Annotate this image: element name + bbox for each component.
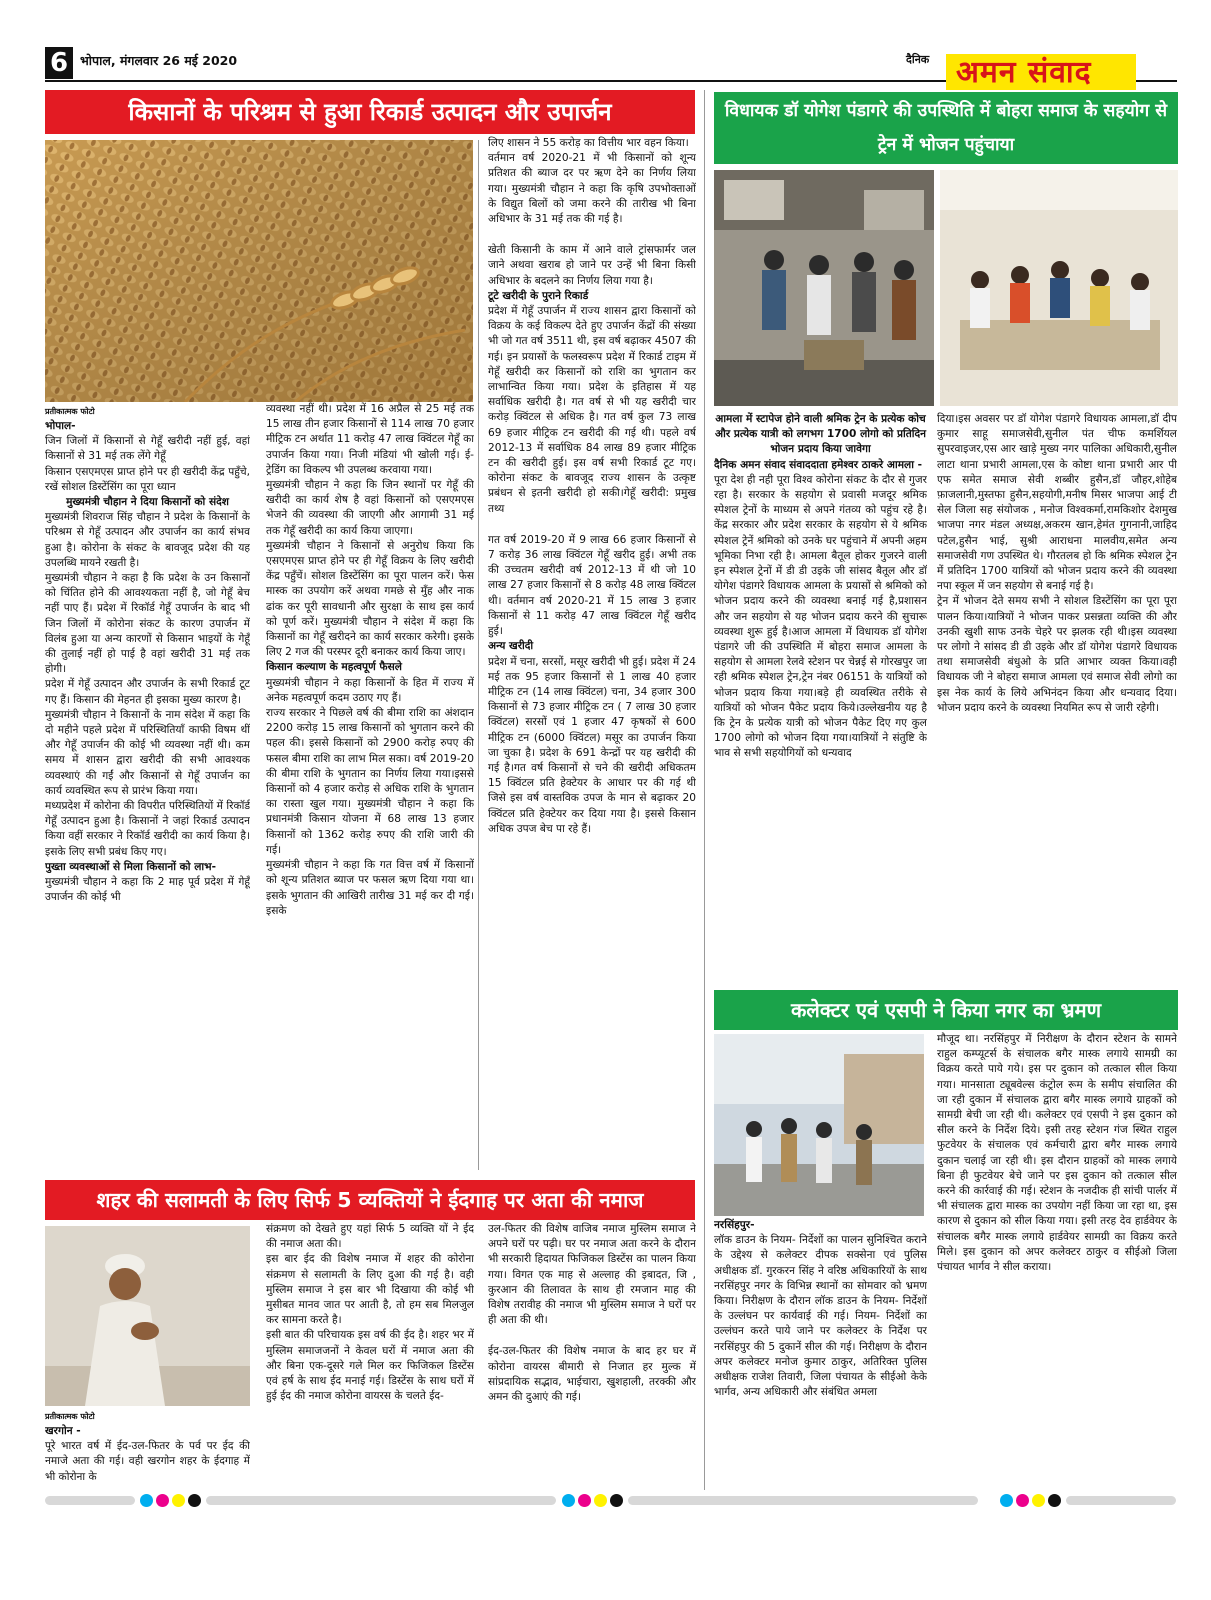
cyan-mark — [562, 1494, 575, 1507]
registration-bar-1 — [45, 1496, 135, 1505]
paragraph: प्रदेश में चना, सरसों, मसूर खरीदी भी हुई। प्रदेश में 24 मई तक 95 हजार किसानों से 1 लाख 40 हजार मीट्रिक टन (14 लाख क्विंटल) चना, 34 हजार 300 किसानों से 73 हजार मीट्रिक टन ( 7 लाख 30 हजार क्विंटल) सरसों एवं 1 हजार 47 कृषकों से 600 मीट्रिक टन (6000 क्विंटल) मसूर का उपार्जन किया जा चुका है। प्रदेश के 691 केन्द्रों पर यह खरीदी की गई है।गत वर्ष किसानों से चने की खरीदी अधिकतम 15 क्विंटल प्रति हेक्टेयर के आधार पर की गई थी जिसे इस वर्ष वास्तविक उपज के मान से बढ़ाकर 20 क्विंटल प्रति हेक्टेयर कर दिया गया है। इससे किसान अधिक उपज बेच पा रहे हैं। — [488, 655, 696, 835]
subheading: मुख्यमंत्री चौहान ने दिया किसानों को संदेश — [66, 496, 229, 509]
paragraph: मौजूद था। नरसिंहपुर में निरीक्षण के दौरान स्टेशन के सामने राहुल कम्प्यूटर्स के संचालक बगैर मास्क लगाये सामग्री का विक्रय करते पाये गये। इस पर दुकान को तत्काल सील किया गया। मानसाता ट्यूबवेल्स कंट्रोल रूम के समीप संचालित की जा रही दुकान में संचालक द्वारा बगैर मास्क लगाये ग्राहकों को सामग्री बेची जा रही थी। कलेक्टर एवं एसपी ने इस दुकान को सील करने के निर्देश दिये। इसी तरह स्टेशन गंज स्थित राहुल फुटवेयर के संचालक एवं कर्मचारी द्वारा बगैर मास्क लगाये दुकान चलाई जा रही थी। इस दौरान ग्राहकों को मास्क लगाये बिना ही फुटवेयर बेचे जाने पर इस दुकान को तत्काल सील करने की कार्रवाई की गई। स्टेशन के नजदीक ही सांची पार्लर में भी संचालक द्वारा मास्क का उपयोग नहीं किया जा रहा था, इस कारण से दुकान को सील किया गया। इसी तरह देव हार्डवेयर के संचालक बगैर मास्क लगाये हार्डवेयर सामग्री का विक्रय करते मिले। इस दुकान को अपर कलेक्टर ठाकुर व सीईओ जिला पंचायत भार्गव ने सील कराया। — [937, 1033, 1177, 1274]
page-number-box — [45, 47, 73, 79]
column-divider — [704, 90, 705, 1490]
paragraph: किसान एसएमएस प्राप्त होने पर ही खरीदी केंद्र पहुँचे, रखें सोशल डिस्टेंसिंग का पूरा ध्यान — [45, 465, 250, 493]
subheading: पुख्ता व्यवस्थाओं से मिला किसानों को लाभ- — [45, 860, 216, 873]
paragraph-gap — [488, 517, 696, 533]
paragraph: मुख्यमंत्री चौहान ने कहा किसानों के हित में राज्य में अनेक महत्वपूर्ण कदम उठाए गए हैं। — [266, 676, 474, 704]
meeting-room-illustration — [940, 170, 1178, 406]
wheat-photo — [45, 140, 473, 402]
story1-col3 — [488, 136, 696, 1172]
yellow-mark — [1032, 1494, 1045, 1507]
story2-col2 — [937, 412, 1177, 984]
paragraph: मुख्यमंत्री चौहान ने किसानों के नाम संदेश में कहा कि दो महीने पहले प्रदेश में परिस्थितियाँ काफी विषम थीं और गेहूँ उपार्जन की कोई भी व्यवस्था नहीं थी। कम समय में शासन द्वारा खरीदी की सभी आवश्यक व्यवस्थाएं की गईं और किसानों से गेहूँ उपार्जन का कार्य व्यवस्थित रूप से प्रारंभ किया गया। — [45, 708, 250, 797]
story3-headline: कलेक्टर एवं एसपी ने किया नगर का भ्रमण — [714, 990, 1178, 1030]
black-mark — [188, 1494, 201, 1507]
paragraph: दिया।इस अवसर पर डॉ योगेश पंडागरे विधायक आमला,डॉ दीप कुमार साहू समाजसेवी,सुनील पंत चीफ कमर्शियल सुपरवाइजर,एस आर खाड़े मुख्य नगर पालिका अधिकारी,सुनील लाटा थाना प्रभारी आमला,एस के कोष्टा थाना प्रभारी आर पी एफ समेत समाज सेवी शब्बीर हुसैन,डॉ जौहर,शोहेब फ़ाजलानी,मुस्तफा हुसैन,सहयोगी,मनीष मिसर भाजपा आई टी सेल जिला सह संयोजक , मनोज विश्वकर्मा,रामकिशोर देशमुख भाजपा नगर मंडल अध्यक्ष,अकरम खान,हेमंत गुगनानी,जाहिद पटेल,हुसैन भाई, सुश्री आराधना मालवीय,समेत अन्य समाजसेवी गण उपस्थित थे। गौरतलब हो कि श्रमिक स्पेशल ट्रेन में प्रतिदिन 1700 यात्रियों को भोजन प्रदाय करने की व्यवस्था नपा स्कूल में जन सहयोग से बनाई गई है। — [937, 413, 1177, 593]
paragraph: मुख्यमंत्री चौहान ने कहा कि 2 माह पूर्व प्रदेश में गेहूँ उपार्जन की कोई भी — [45, 876, 250, 904]
story1-photo-credit: प्रतीकात्मक फोटो — [45, 407, 95, 416]
paragraph: संक्रमण को देखते हुए यहां सिर्फ 5 व्यक्ति यों ने ईद की नमाज अता की। — [266, 1223, 474, 1251]
station-photo-1 — [714, 170, 934, 406]
paragraph: उल-फितर की विशेष वाजिब नमाज मुस्लिम समाज ने अपने घरों पर पढ़ी। घर पर नमाज अता करने के दौरान भी सरकारी हिदायत फिजिकल डिस्टेंस का पालन किया गया। विगत एक माह से अल्लाह की इबादत, जि , कुरआन की तिलावत के साथ ही रमजान माह की विशेष तरावीह की नमाज भी मुस्लिम समाज ने घरों पर ही अता की थी। — [488, 1223, 696, 1327]
story1-headline: किसानों के परिश्रम से हुआ रिकार्ड उत्पादन और उपार्जन — [45, 90, 695, 134]
paper-name: अमन संवाद — [956, 55, 1092, 90]
black-mark — [610, 1494, 623, 1507]
officials-street-illustration — [714, 1034, 924, 1216]
story4-headline: शहर की सलामती के लिए सिर्फ 5 व्यक्तियों ने ईदगाह पर अता की नमाज — [45, 1180, 695, 1220]
collector-photo — [714, 1034, 924, 1216]
paragraph: लॉक डाउन के नियम- निर्देशों का पालन सुनिश्चित कराने के उद्देश्य से कलेक्टर दीपक सक्सेना एवं पुलिस अधीक्षक डॉ. गुरकरन सिंह ने वरिष्ठ अधिकारियों के साथ नरसिंहपुर नगर के विभिन्न स्थानों का सोमवार को भ्रमण किया। निरीक्षण के दौरान लॉक डाउन के नियम- निर्देशों के उल्लंघन पर कार्यवाई की गई। नियम- निर्देशों का उल्लंघन करते पाये जाने पर कलेक्टर के निर्देश पर नरसिंहपुर की 5 दुकानें सील की गई। निरीक्षण के दौरान अपर कलेक्टर मनोज कुमार ठाकुर, अतिरिक्त पुलिस अधीक्षक राजेश तिवारी, जिला पंचायत के सीईओ केके भार्गव, अन्य अधिकारी और संबंधित अमला — [714, 1234, 927, 1399]
dateline-lead: नरसिंहपुर- — [714, 1219, 755, 1231]
cyan-mark — [140, 1494, 153, 1507]
paragraph-gap — [488, 227, 696, 243]
station-photo-2 — [940, 170, 1178, 406]
paragraph: वर्तमान वर्ष 2020-21 में भी किसानों को शून्य प्रतिशत की ब्याज दर पर ऋण देने का निर्णय लिया गया। मुख्यमंत्री चौहान ने कहा कि कृषि उपभोक्ताओं के विद्युत बिलों को जमा करने की तारीख भी बिना अधिभार के 31 मई तक की गई है। — [488, 152, 696, 226]
page-number: 6 — [49, 48, 69, 78]
story3-col1 — [714, 1218, 927, 1490]
paragraph: गत वर्ष 2019-20 में 9 लाख 66 हजार किसानों से 7 करोड़ 36 लाख क्विंटल गेहूँ खरीद हुई। अभी तक की उच्चतम खरीदी वर्ष 2012-13 में थी जो 10 लाख 27 हजार किसानों से 8 करोड़ 48 लाख क्विंटल थी। वर्तमान वर्ष 2020-21 में 15 लाख 3 हजार किसानों से 11 करोड़ 47 लाख क्विंटल गेहूँ खरीद हुई। — [488, 533, 696, 638]
dateline: भोपाल, मंगलवार 26 मई 2020 — [80, 53, 238, 68]
story4-col3 — [488, 1222, 696, 1490]
man-praying-illustration — [45, 1226, 250, 1406]
paragraph: खेती किसानी के काम में आने वाले ट्रांसफार्मर जल जाने अथवा खराब हो जाने पर उन्हें भी बिना किसी अधिभार के बदलने का निर्णय लिया गया है। — [488, 244, 696, 287]
paragraph: मध्यप्रदेश में कोरोना की विपरीत परिस्थितियों में रिकॉर्ड गेहूँ उत्पादन हुआ है। किसानों ने जहां रिकार्ड उत्पादन किया वहीं सरकार ने रिकॉर्ड खरीदी का कार्य किया है। इसके लिए सभी प्रबंध किए गए। — [45, 800, 250, 858]
paragraph: मुख्यमंत्री चौहान ने कहा कि जिन स्थानों पर गेहूँ की खरीदी का कार्य शेष है वहां किसानों को एसएमएस भेजने की व्यवस्था की जाएगी और आगामी 31 मई तक गेहूँ खरीदी का कार्य किया जाएगा। — [266, 479, 474, 537]
yellow-mark — [172, 1494, 185, 1507]
black-mark — [1048, 1494, 1061, 1507]
prayer-photo — [45, 1226, 250, 1406]
dateline-lead: खरगोन - — [45, 1425, 81, 1437]
wheat-grain-illustration — [45, 140, 473, 402]
magenta-mark — [1016, 1494, 1029, 1507]
paragraph: राज्य सरकार ने पिछले वर्ष की बीमा राशि का अंशदान 2200 करोड़ 15 लाख किसानों को भुगतान करने की पहल की। इससे किसानों को 2900 करोड़ रुपए की फसल बीमा राशि का लाभ मिल सका। वर्ष 2019-20 की बीमा राशि के भुगतान का निर्णय लिया गया।इससे किसानों को 4 हजार करोड़ से अधिक राशि के भुगतान का रास्ता खुल गया। मुख्यमंत्री चौहान ने कहा कि प्रधानमंत्री किसान योजना में 68 लाख 13 हजार किसानों को 1362 करोड़ रुपए की राशि जारी की गई। — [266, 707, 474, 856]
story4-col2 — [266, 1222, 474, 1490]
story1-divider — [478, 140, 479, 1170]
cyan-mark — [1000, 1494, 1013, 1507]
magenta-mark — [156, 1494, 169, 1507]
paragraph: पूरे भारत वर्ष में ईद-उल-फितर के पर्व पर ईद की नमाजे अता की गई। वही खरगोन शहर के ईदगाह में भी कोरोना के — [45, 1440, 250, 1483]
story4-col1 — [45, 1424, 250, 1490]
subheading: अन्य खरीदी — [488, 640, 534, 653]
paragraph: मुख्यमंत्री चौहान ने कहा कि गत वित्त वर्ष में किसानों को शून्य प्रतिशत ब्याज पर फसल ऋण दिया गया था। इसके भुगतान की आखिरी तारीख 31 मई कर दी गई। इसके — [266, 859, 474, 917]
story1-col2 — [266, 402, 474, 1172]
paragraph: जिन जिलों में किसानों से गेहूँ खरीदी नहीं हुई, वहां किसानों से 31 मई तक लेंगे गेहूँ — [45, 435, 250, 463]
paragraph: मुख्यमंत्री शिवराज सिंह चौहान ने प्रदेश के किसानों के परिश्रम से गेहूँ उत्पादन और उपार्जन का कार्य संभव हुआ है। कोरोना के संकट के बावजूद प्रदेश की यह उपलब्धि मायने रखती है। — [45, 511, 250, 569]
paragraph: मुख्यमंत्री चौहान ने कहा है कि प्रदेश के उन किसानों को चिंतित होने की आवश्यकता नहीं है, जो गेहूँ बेच नहीं पाए हैं। प्रदेश में रिकॉर्ड गेहूँ उपार्जन के बाद भी जिन जिलों में कोरोना संकट के कारण उपार्जन में विलंब हुआ या अन्य कारणों से किसान भाइयों के गेहूँ की तुलाई नहीं हो पाई है वहां खरीदी 31 मई तक होगी। — [45, 572, 250, 676]
paper-prefix: दैनिक — [906, 53, 930, 66]
paragraph: पूरा देश ही नही पूरा विश्व कोरोना संकट के दौर से गुजर रहा है। सरकार के सहयोग से प्रवासी मजदूर श्रमिक स्पेशल ट्रेनों के माध्यम से अपने गंतव्य को पहुंच रहे है। केंद्र सरकार और प्रदेश सरकार के सहयोग से ये श्रमिक स्पेशल ट्रेनें श्रमिको को उनके घर पहुंचाने में अपनी अहम भूमिका निभा रही है। आमला बैतूल होकर गुजरने वाली इन स्पेशल ट्रेनों में डी डी उइके जी सांसद बैतूल और डॉ योगेश पंडागरे विधायक आमला के प्रयासों से श्रमिको को भोजन प्रदाय करने की व्यवस्था बनाई गई है,प्रशासन और जन सहयोग से यह भोजन प्रदाय करने की सुचारू व्यवस्था शुरू हुई है।आज आमला में विधायक डॉ योगेश पंडागरे जी की उपस्थिति में बोहरा समाज आमला के सहयोग से आमला रेलवे स्टेशन पर चेन्नई से गोरखपुर जा रही श्रमिक स्पेशल ट्रेन,ट्रेन नंबर 06151 के यात्रियों को भोजन प्रदाय किया गया।बड़े ही व्यवस्थित तरीके से यात्रियों को भोजन पैकेट प्रदाय किये।उल्लेखनीय यह है कि ट्रेन के प्रत्येक यात्री को भोजन पैकेट दिए गए कुल 1700 लोगो को भोजन दिया गया।यात्रियों ने संतुष्टि के भाव से सभी सहयोगियों को धन्यवाद — [714, 473, 927, 760]
paragraph: मुख्यमंत्री चौहान ने किसानों से अनुरोध किया कि एसएमएस प्राप्त होने पर ही गेहूँ विक्रय के लिए खरीदी केंद्र पहुँचें। सोशल डिस्टेंसिंग का पूरा पालन करें। फेस मास्क का उपयोग करें अथवा गमछे से मुँह और नाक ढांक कर पूरी सावधानी और सुरक्षा के साथ इस कार्य को पूर्ण करें। मुख्यमंत्री चौहान ने संदेश में कहा कि किसानों का गेहूँ खरीदने का कार्य सरकार करेगी। इसके लिए 2 गज की परस्पर दूरी बनाकर कार्य किया जाए। — [266, 539, 474, 659]
dateline-lead: भोपाल- — [45, 420, 76, 432]
paragraph: प्रदेश में गेहूँ उपार्जन में राज्य शासन द्वारा किसानों को विक्रय के कई विकल्प देते हुए उपार्जन केंद्रों की संख्या भी जो गत वर्ष 3511 थी, इस वर्ष बढ़ाकर 4507 की गई। इन प्रयासों के फलस्वरूप प्रदेश में रिकार्ड टाइम में गेहूँ खरीदी कर किसानों को राशि का भुगतान कर लाभान्वित किया गया। प्रदेश के इतिहास में यह सर्वाधिक खरीदी है। गत वर्ष से भी यह खरीदी चार करोड़ क्विंटल से अधिक है। गत वर्ष कुल 73 लाख 69 हजार मीट्रिक टन खरीदी की गई थी। पहले वर्ष 2012-13 में सर्वाधिक 84 लाख 89 हजार मीट्रिक टन की खरीदी हुई। इस वर्ष सभी रिकार्ड टूट गए। कोरोना संकट के बावजूद राज्य शासन के उत्कृष्ट प्रबंधन से इतनी खरीदी हो सकी।गेहूँ खरीदी: प्रमुख तथ्य — [488, 305, 696, 515]
paragraph: ईद-उल-फितर की विशेष नमाज के बाद हर घर में कोरोना वायरस बीमारी से निजात हर मुल्क में सांप्रदायिक सद्भाव, भाईचारा, खुशहाली, तरक्की और अमन की दुआएं की गई। — [488, 1345, 696, 1404]
subheading: किसान कल्याण के महत्वपूर्ण फैसले — [266, 661, 402, 674]
paragraph: प्रदेश में गेहूँ उत्पादन और उपार्जन के सभी रिकार्ड टूट गए हैं। किसान की मेहनत ही इसका मुख्य कारण है। — [45, 678, 250, 706]
paragraph: व्यवस्था नहीं थी। प्रदेश में 16 अप्रैल से 25 मई तक 15 लाख तीन हजार किसानों से 114 लाख 70 हजार मीट्रिक टन अर्थात 11 करोड़ 47 लाख क्विंटल गेहूँ का उपार्जन किया गया। निजी मंडियां भी खोली गई। ई-ट्रेडिंग का विकल्प भी उपलब्ध करवाया गया। — [266, 403, 474, 476]
yellow-mark — [594, 1494, 607, 1507]
story2-col1 — [714, 412, 927, 984]
magenta-mark — [578, 1494, 591, 1507]
registration-bar-2 — [206, 1496, 556, 1505]
paragraph-gap — [488, 1328, 696, 1344]
story2-headline: विधायक डॉ योगेश पंडागरे की उपस्थिति में बोहरा समाज के सहयोग से ट्रेन में भोजन पहुंचाया — [714, 92, 1178, 164]
registration-bar-4 — [1066, 1496, 1176, 1505]
volunteers-at-station-illustration — [714, 170, 934, 406]
paragraph: इस बार ईद की विशेष नमाज में शहर की कोरोना संक्रमण से सलामती के लिए दुआ की गई है। वही मुस्लिम समाज ने इस बार भी दिखाया की कोई भी मुसीबत मानव जात पर आती है, तो हम सब मिलजुल कर सामना करते है। — [266, 1253, 474, 1327]
paragraph: इसी बात की परिचायक इस वर्ष की ईद है। शहर भर में मुस्लिम समाजजनों ने केवल घरों में नमाज अता की और बिना एक-दूसरे गले मिल कर फिजिकल डिस्टेंस एवं हर्ष के साथ ईद मनाई गई। डिस्टेंस के साथ घरों में हुई ईद की नमाज कोरोना वायरस के चलते ईद- — [266, 1329, 474, 1403]
subheading: दैनिक अमन संवाद संवाददाता हमेश्वर ठाकरे आमला - — [714, 458, 923, 471]
story1-col1 — [45, 419, 250, 1171]
paragraph: लिए शासन ने 55 करोड़ का वित्तीय भार वहन किया। — [488, 137, 689, 149]
paragraph: ट्रेन में भोजन देते समय सभी ने सोशल डिस्टेंसिंग का पूरा पूरा पालन किया।यात्रियों ने भोजन पाकर प्रसन्नता व्यक्ति की और उनकी खुशी साफ उनके चेहरे पर झलक रही थी।इस व्यवस्था पर लोगो ने सांसद डी डी उइके और डॉ योगेश पंडागरे विधायक तथा समाजसेवी बंधुओ के प्रति आभार व्यक्त किया।वही विधायक जी ने बोहरा समाज आमला एवं समाज सेवी लोगो का इस नेक कार्य के लिये अभिनंदन किया और धन्यवाद दिया। भोजन प्रदाय करने के व्यवस्था नियमित रूप से जारी रहेगी। — [937, 595, 1177, 714]
subheading: आमला में स्टापेज होने वाली श्रमिक ट्रेन के प्रत्येक कोच और प्रत्येक यात्री को लगभग 1700 लोगो को प्रतिदिन भोजन प्रदाय किया जावेगा — [714, 413, 927, 456]
story4-photo-credit: प्रतीकात्मक फोटो — [45, 1412, 95, 1421]
subheading: टूटे खरीदी के पुराने रिकार्ड — [488, 289, 589, 302]
registration-bar-3 — [628, 1496, 978, 1505]
story3-col2 — [937, 1032, 1177, 1490]
